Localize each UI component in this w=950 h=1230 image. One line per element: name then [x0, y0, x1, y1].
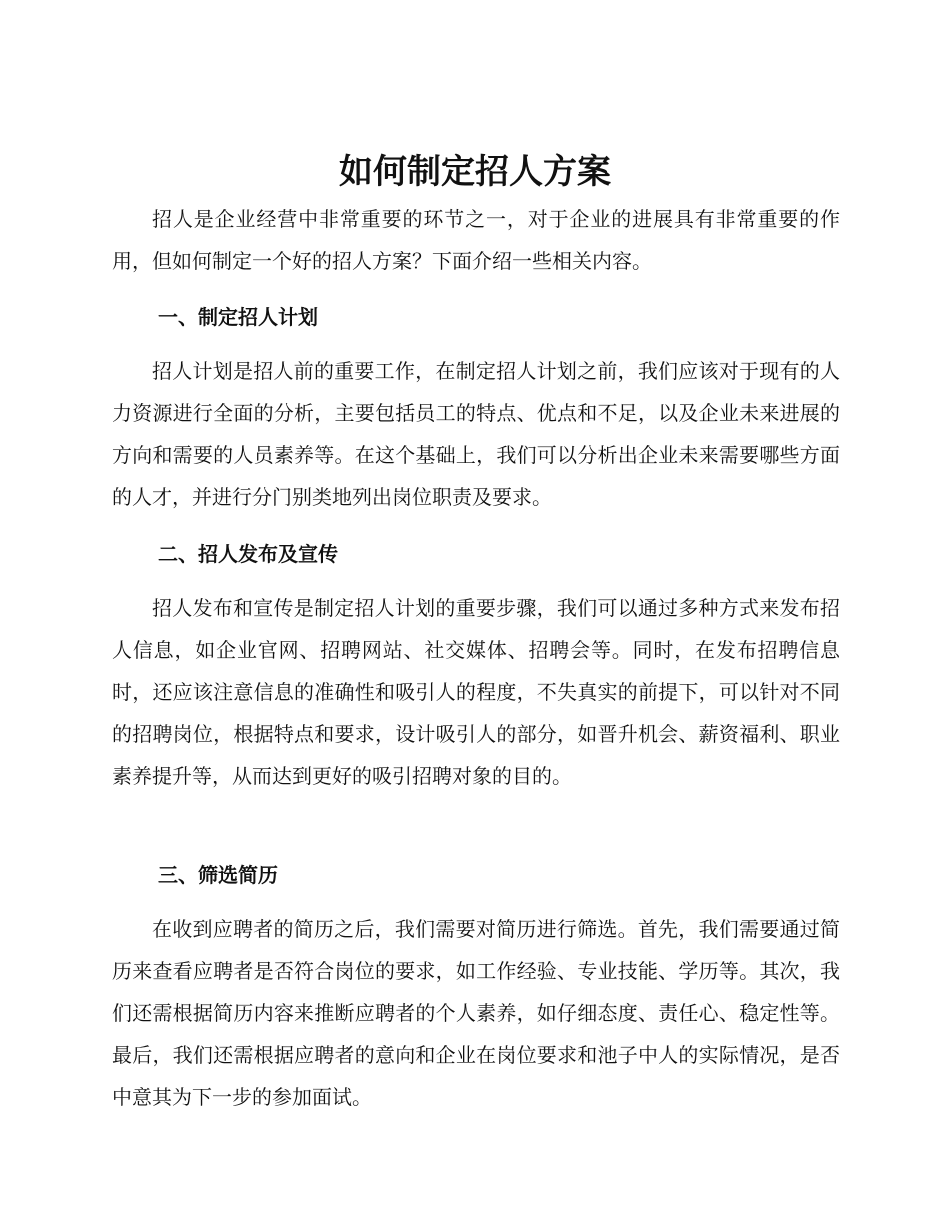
section-2-heading: 二、招人发布及宣传 — [158, 542, 338, 566]
intro-text: 招人是企业经营中非常重要的环节之一，对于企业的进展具有非常重要的作用，但如何制定一个好的招人方案？下面介绍一些相关内容。 — [112, 207, 840, 273]
section-3-text: 在收到应聘者的简历之后，我们需要对简历进行筛选。首先，我们需要通过简历来查看应聘者是否符合岗位的要求，如工作经验、专业技能、学历等。其次，我们还需根据简历内容来推断应聘者的个人素养，如仔细态度、责任心、稳定性等。最后，我们还需根据应聘者的意向和企业在岗位要求和池子中人的实际情况，是否中意其为下一步的参加面试。 — [112, 917, 840, 1109]
section-1-text: 招人计划是招人前的重要工作，在制定招人计划之前，我们应该对于现有的人力资源进行全面的分析，主要包括员工的特点、优点和不足，以及企业未来进展的方向和需要的人员素养等。在这个基础上，我们可以分析出企业未来需要哪些方面的人才，并进行分门别类地列出岗位职责及要求。 — [112, 359, 840, 509]
section-3-paragraph — [112, 908, 840, 1118]
intro-paragraph — [112, 198, 840, 282]
document-title: 如何制定招人方案 — [339, 152, 611, 192]
section-3-heading: 三、筛选简历 — [158, 863, 278, 887]
section-2-paragraph — [112, 587, 840, 797]
section-1-paragraph — [112, 350, 840, 518]
section-1-heading: 一、制定招人计划 — [158, 305, 318, 329]
section-2-text: 招人发布和宣传是制定招人计划的重要步骤，我们可以通过多种方式来发布招人信息，如企业官网、招聘网站、社交媒体、招聘会等。同时，在发布招聘信息时，还应该注意信息的准确性和吸引人的程度，不失真实的前提下，可以针对不同的招聘岗位，根据特点和要求，设计吸引人的部分，如晋升机会、薪资福利、职业素养提升等，从而达到更好的吸引招聘对象的目的。 — [112, 596, 840, 788]
